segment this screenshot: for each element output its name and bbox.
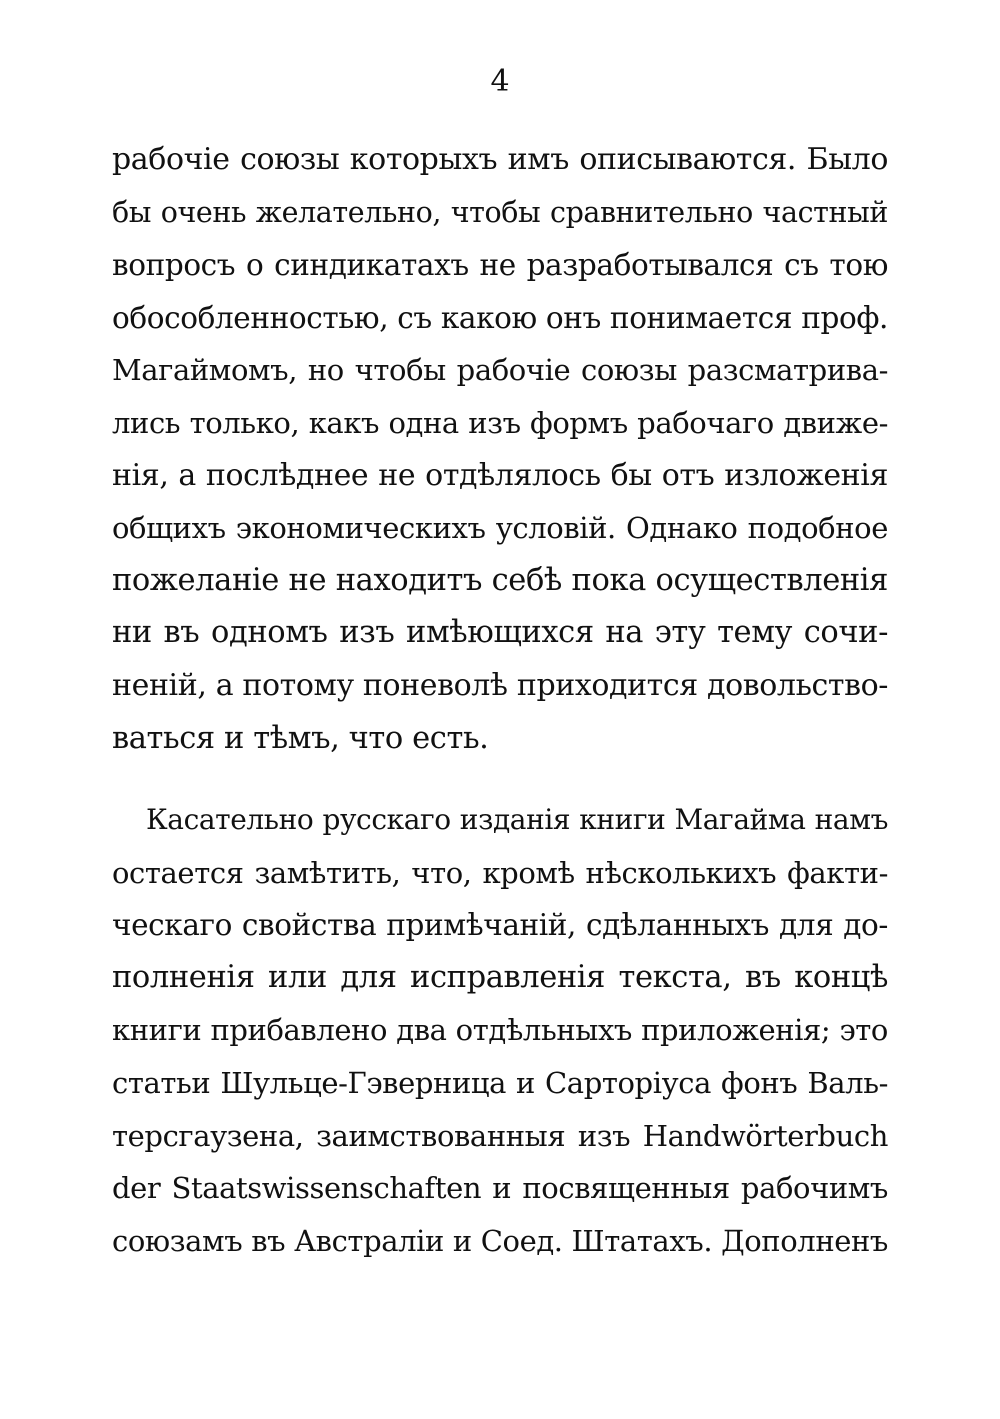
paragraph-2 bbox=[112, 794, 888, 1267]
text-line: остается замѣтить, что, кромѣ нѣсколькихъ факти- bbox=[112, 855, 888, 890]
text-line: неній, а потому поневолѣ приходится довольство- bbox=[112, 667, 888, 703]
page-number: 4 bbox=[490, 64, 510, 99]
text-line: общихъ экономическихъ условій. Однако подобное bbox=[112, 511, 888, 546]
text-line: обособленностью, съ какою онъ понимается проф. bbox=[112, 300, 888, 335]
text-line: ни въ одномъ изъ имѣющихся на эту тему сочи- bbox=[112, 615, 888, 651]
text-line: ческаго свойства примѣчаній, сдѣланныхъ для до- bbox=[112, 908, 888, 943]
text-line: союзамъ въ Австраліи и Соед. Штатахъ. Дополненъ bbox=[112, 1223, 888, 1258]
text-line: Касательно русскаго изданія книги Магайма намъ bbox=[146, 803, 888, 836]
text-line: ваться и тѣмъ, что есть. bbox=[112, 720, 489, 756]
text-line: статьи Шульце-Гэверница и Сарторіуса фонъ Валь- bbox=[112, 1065, 888, 1100]
text-line: нія, а послѣднее не отдѣлялось бы отъ изложенія bbox=[112, 457, 888, 493]
text-line: бы очень желательно, чтобы сравнительно частный bbox=[112, 195, 888, 229]
text-line: терсгаузена, заимствованныя изъ Handwörterbuch bbox=[112, 1118, 888, 1153]
text-line: лись только, какъ одна изъ формъ рабочаго движе- bbox=[112, 405, 888, 440]
paragraph-1 bbox=[112, 134, 888, 765]
text-line: пожеланіе не находитъ себѣ пока осуществленія bbox=[112, 562, 888, 598]
text-line: полненія или для исправленія текста, въ концѣ bbox=[112, 959, 888, 995]
text-line: вопросъ о синдикатахъ не разработывался съ тою bbox=[112, 248, 888, 283]
text-line: der Staatswissenschaften и посвященныя рабочимъ bbox=[112, 1171, 888, 1206]
text-line: книги прибавлено два отдѣльныхъ приложенія; это bbox=[112, 1013, 888, 1048]
text-line: рабочіе союзы которыхъ имъ описываются. Было bbox=[112, 142, 888, 177]
text-line: Магаймомъ, но чтобы рабочіе союзы разсматрива- bbox=[112, 353, 888, 388]
